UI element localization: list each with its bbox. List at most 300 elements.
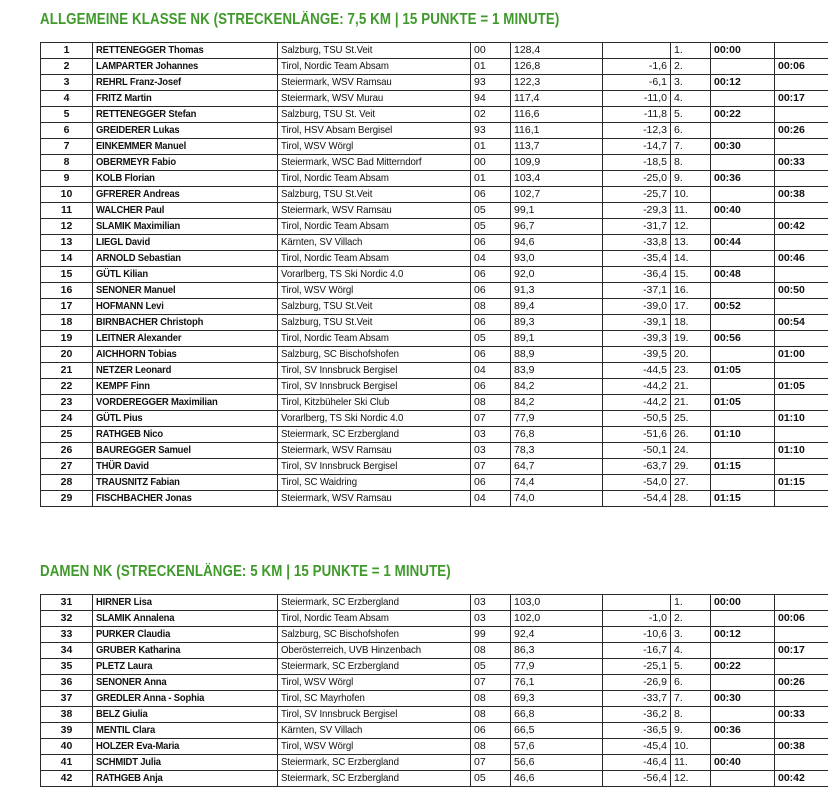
ranking-position: 6. [671, 123, 711, 139]
athlete-name [93, 203, 278, 219]
athlete-name [93, 723, 278, 739]
start-time-even: 00:33 [775, 707, 828, 723]
athlete-name [93, 739, 278, 755]
start-time-odd [711, 315, 775, 331]
rank-cell: 2 [41, 59, 93, 75]
club-name-text: Tirol, Nordic Team Absam [281, 220, 389, 232]
rank-cell: 26 [41, 443, 93, 459]
section-title-women: DAMEN NK (STRECKENLÄNGE: 5 KM | 15 PUNKTE = 1 MINUTE) [40, 563, 451, 580]
club-name [278, 707, 471, 723]
start-time-odd [711, 347, 775, 363]
athlete-name [93, 771, 278, 787]
athlete-name-text: RATHGEB Anja [96, 772, 163, 784]
ranking-position: 9. [671, 723, 711, 739]
athlete-name-text: BELZ Giulia [96, 708, 148, 720]
birth-year: 04 [471, 363, 511, 379]
points-diff: -25,7 [603, 187, 671, 203]
club-name-text: Salzburg, TSU St.Veit [281, 300, 373, 312]
points-diff: -36,4 [603, 267, 671, 283]
rank-cell: 17 [41, 299, 93, 315]
table-row [41, 491, 828, 507]
ranking-position: 3. [671, 75, 711, 91]
athlete-name-text: MENTIL Clara [96, 724, 156, 736]
rank-cell: 11 [41, 203, 93, 219]
club-name-text: Tirol, Nordic Team Absam [281, 172, 389, 184]
points-diff: -51,6 [603, 427, 671, 443]
club-name-text: Tirol, SC Waidring [281, 476, 358, 488]
club-name-text: Tirol, SV Innsbruck Bergisel [281, 708, 398, 720]
points-diff: -39,5 [603, 347, 671, 363]
start-time-even: 00:06 [775, 611, 828, 627]
table-row [41, 771, 828, 787]
start-time-odd: 00:12 [711, 75, 775, 91]
start-time-odd: 00:36 [711, 723, 775, 739]
athlete-name [93, 91, 278, 107]
start-time-even [775, 395, 828, 411]
table-row [41, 235, 828, 251]
ranking-position: 7. [671, 139, 711, 155]
points-diff: -44,2 [603, 379, 671, 395]
athlete-name-text: EINKEMMER Manuel [96, 140, 187, 152]
results-body [41, 595, 828, 787]
points-value: 77,9 [511, 659, 603, 675]
points-value: 78,3 [511, 443, 603, 459]
athlete-name-text: RETTENEGGER Stefan [96, 108, 197, 120]
athlete-name-text: HOFMANN Levi [96, 300, 164, 312]
club-name-text: Steiermark, WSV Ramsau [281, 444, 392, 456]
start-time-even [775, 491, 828, 507]
athlete-name-text: REHRL Franz-Josef [96, 76, 181, 88]
birth-year: 01 [471, 59, 511, 75]
start-time-odd [711, 155, 775, 171]
birth-year: 00 [471, 43, 511, 59]
club-name-text: Salzburg, SC Bischofshofen [281, 348, 399, 360]
athlete-name [93, 363, 278, 379]
start-time-odd: 00:22 [711, 107, 775, 123]
start-time-odd [711, 187, 775, 203]
birth-year: 06 [471, 187, 511, 203]
start-time-even [775, 203, 828, 219]
birth-year: 03 [471, 427, 511, 443]
club-name [278, 347, 471, 363]
club-name-text: Tirol, SV Innsbruck Bergisel [281, 460, 398, 472]
table-row [41, 187, 828, 203]
table-row [41, 739, 828, 755]
birth-year: 06 [471, 235, 511, 251]
table-row [41, 707, 828, 723]
athlete-name-text: WALCHER Paul [96, 204, 165, 216]
ranking-position: 5. [671, 107, 711, 123]
birth-year: 08 [471, 643, 511, 659]
athlete-name [93, 267, 278, 283]
ranking-position: 18. [671, 315, 711, 331]
athlete-name [93, 691, 278, 707]
start-time-odd: 00:00 [711, 595, 775, 611]
athlete-name [93, 187, 278, 203]
table-row [41, 363, 828, 379]
points-diff: -18,5 [603, 155, 671, 171]
start-time-odd [711, 739, 775, 755]
club-name-text: Tirol, WSV Wörgl [281, 740, 354, 752]
ranking-position: 1. [671, 43, 711, 59]
start-time-even: 00:50 [775, 283, 828, 299]
points-diff: -45,4 [603, 739, 671, 755]
ranking-position: 12. [671, 771, 711, 787]
start-time-even: 00:17 [775, 643, 828, 659]
birth-year: 03 [471, 595, 511, 611]
birth-year: 93 [471, 123, 511, 139]
ranking-position: 3. [671, 627, 711, 643]
athlete-name [93, 659, 278, 675]
start-time-even: 00:42 [775, 771, 828, 787]
start-time-even: 00:42 [775, 219, 828, 235]
rank-cell: 12 [41, 219, 93, 235]
ranking-position: 10. [671, 187, 711, 203]
start-time-even [775, 755, 828, 771]
points-diff: -44,5 [603, 363, 671, 379]
start-time-odd: 00:30 [711, 691, 775, 707]
start-time-odd [711, 123, 775, 139]
points-diff: -39,0 [603, 299, 671, 315]
athlete-name-text: LAMPARTER Johannes [96, 60, 199, 72]
start-time-even: 00:38 [775, 187, 828, 203]
points-value: 116,1 [511, 123, 603, 139]
points-diff: -54,4 [603, 491, 671, 507]
table-row [41, 411, 828, 427]
athlete-name-text: FISCHBACHER Jonas [96, 492, 192, 504]
points-value: 113,7 [511, 139, 603, 155]
athlete-name [93, 595, 278, 611]
start-time-even: 01:15 [775, 475, 828, 491]
rank-cell: 33 [41, 627, 93, 643]
points-diff: -39,1 [603, 315, 671, 331]
table-row [41, 139, 828, 155]
rank-cell: 20 [41, 347, 93, 363]
start-time-even: 00:17 [775, 91, 828, 107]
athlete-name [93, 315, 278, 331]
points-diff: -44,2 [603, 395, 671, 411]
points-diff: -1,0 [603, 611, 671, 627]
club-name [278, 203, 471, 219]
start-time-even [775, 459, 828, 475]
points-diff: -50,5 [603, 411, 671, 427]
table-row [41, 331, 828, 347]
athlete-name [93, 219, 278, 235]
rank-cell: 40 [41, 739, 93, 755]
table-row [41, 347, 828, 363]
points-diff: -33,8 [603, 235, 671, 251]
athlete-name-text: SCHMIDT Julia [96, 756, 161, 768]
points-value: 76,1 [511, 675, 603, 691]
points-value: 74,0 [511, 491, 603, 507]
club-name [278, 331, 471, 347]
ranking-position: 27. [671, 475, 711, 491]
start-time-odd: 00:40 [711, 203, 775, 219]
birth-year: 06 [471, 315, 511, 331]
athlete-name [93, 459, 278, 475]
rank-cell: 23 [41, 395, 93, 411]
table-row [41, 611, 828, 627]
club-name-text: Steiermark, WSC Bad Mitterndorf [281, 156, 422, 168]
club-name [278, 459, 471, 475]
athlete-name [93, 235, 278, 251]
table-row [41, 675, 828, 691]
club-name [278, 139, 471, 155]
rank-cell: 31 [41, 595, 93, 611]
birth-year: 99 [471, 627, 511, 643]
points-value: 77,9 [511, 411, 603, 427]
table-row [41, 315, 828, 331]
points-diff: -54,0 [603, 475, 671, 491]
athlete-name [93, 643, 278, 659]
rank-cell: 36 [41, 675, 93, 691]
club-name-text: Salzburg, TSU St.Veit [281, 44, 373, 56]
points-value: 128,4 [511, 43, 603, 59]
rank-cell: 10 [41, 187, 93, 203]
athlete-name [93, 379, 278, 395]
points-diff: -12,3 [603, 123, 671, 139]
table-row [41, 203, 828, 219]
club-name-text: Salzburg, TSU St. Veit [281, 108, 375, 120]
club-name-text: Tirol, WSV Wörgl [281, 284, 354, 296]
points-value: 74,4 [511, 475, 603, 491]
table-row [41, 459, 828, 475]
table-row [41, 723, 828, 739]
ranking-position: 23. [671, 363, 711, 379]
start-time-odd: 01:05 [711, 363, 775, 379]
athlete-name [93, 299, 278, 315]
club-name-text: Vorarlberg, TS Ski Nordic 4.0 [281, 412, 404, 424]
birth-year: 08 [471, 395, 511, 411]
start-time-odd [711, 771, 775, 787]
points-value: 86,3 [511, 643, 603, 659]
points-value: 89,3 [511, 315, 603, 331]
athlete-name [93, 155, 278, 171]
rank-cell: 19 [41, 331, 93, 347]
points-value: 69,3 [511, 691, 603, 707]
athlete-name-text: KEMPF Finn [96, 380, 150, 392]
rank-cell: 13 [41, 235, 93, 251]
club-name [278, 155, 471, 171]
start-time-even: 01:10 [775, 411, 828, 427]
table-row [41, 107, 828, 123]
club-name [278, 595, 471, 611]
points-value: 84,2 [511, 395, 603, 411]
rank-cell: 1 [41, 43, 93, 59]
athlete-name [93, 283, 278, 299]
athlete-name-text: GREIDERER Lukas [96, 124, 180, 136]
athlete-name [93, 675, 278, 691]
start-time-odd: 01:05 [711, 395, 775, 411]
rank-cell: 42 [41, 771, 93, 787]
start-time-even [775, 267, 828, 283]
points-value: 92,0 [511, 267, 603, 283]
ranking-position: 7. [671, 691, 711, 707]
start-time-odd: 00:48 [711, 267, 775, 283]
birth-year: 03 [471, 443, 511, 459]
club-name [278, 187, 471, 203]
club-name [278, 315, 471, 331]
start-time-even: 00:06 [775, 59, 828, 75]
club-name [278, 427, 471, 443]
points-diff: -25,0 [603, 171, 671, 187]
club-name [278, 91, 471, 107]
points-value: 103,4 [511, 171, 603, 187]
points-diff [603, 43, 671, 59]
birth-year: 02 [471, 107, 511, 123]
table-row [41, 43, 828, 59]
rank-cell: 38 [41, 707, 93, 723]
rank-cell: 29 [41, 491, 93, 507]
club-name [278, 755, 471, 771]
start-time-odd [711, 675, 775, 691]
rank-cell: 39 [41, 723, 93, 739]
table-row [41, 219, 828, 235]
athlete-name [93, 627, 278, 643]
club-name [278, 691, 471, 707]
club-name [278, 59, 471, 75]
start-time-even [775, 659, 828, 675]
start-time-even: 00:26 [775, 123, 828, 139]
points-diff: -14,7 [603, 139, 671, 155]
ranking-position: 2. [671, 611, 711, 627]
club-name [278, 299, 471, 315]
results-table-women [40, 594, 828, 787]
athlete-name [93, 475, 278, 491]
club-name-text: Oberösterreich, UVB Hinzenbach [281, 644, 422, 656]
points-diff [603, 595, 671, 611]
start-time-even: 00:38 [775, 739, 828, 755]
athlete-name-text: SLAMIK Maximilian [96, 220, 181, 232]
club-name [278, 659, 471, 675]
ranking-position: 13. [671, 235, 711, 251]
points-value: 103,0 [511, 595, 603, 611]
start-time-odd: 00:40 [711, 755, 775, 771]
ranking-position: 4. [671, 91, 711, 107]
club-name-text: Tirol, Nordic Team Absam [281, 332, 389, 344]
rank-cell: 37 [41, 691, 93, 707]
start-time-odd: 00:22 [711, 659, 775, 675]
start-time-even: 00:33 [775, 155, 828, 171]
rank-cell: 21 [41, 363, 93, 379]
points-diff: -6,1 [603, 75, 671, 91]
points-value: 66,5 [511, 723, 603, 739]
rank-cell: 24 [41, 411, 93, 427]
rank-cell: 41 [41, 755, 93, 771]
athlete-name-text: RETTENEGGER Thomas [96, 44, 204, 56]
athlete-name-text: PURKER Claudia [96, 628, 171, 640]
points-value: 99,1 [511, 203, 603, 219]
ranking-position: 21. [671, 379, 711, 395]
athlete-name-text: GÜTL Kilian [96, 268, 148, 280]
ranking-position: 24. [671, 443, 711, 459]
athlete-name [93, 491, 278, 507]
points-value: 66,8 [511, 707, 603, 723]
points-diff: -36,5 [603, 723, 671, 739]
points-diff: -63,7 [603, 459, 671, 475]
rank-cell: 16 [41, 283, 93, 299]
points-diff: -11,0 [603, 91, 671, 107]
club-name [278, 75, 471, 91]
points-diff: -1,6 [603, 59, 671, 75]
club-name [278, 171, 471, 187]
club-name-text: Salzburg, TSU St.Veit [281, 188, 373, 200]
table-row [41, 75, 828, 91]
points-diff: -39,3 [603, 331, 671, 347]
athlete-name [93, 331, 278, 347]
athlete-name-text: BAUREGGER Samuel [96, 444, 191, 456]
table-row [41, 155, 828, 171]
rank-cell: 22 [41, 379, 93, 395]
club-name [278, 491, 471, 507]
athlete-name-text: GFRERER Andreas [96, 188, 180, 200]
table-row [41, 283, 828, 299]
ranking-position: 26. [671, 427, 711, 443]
birth-year: 08 [471, 299, 511, 315]
start-time-odd [711, 379, 775, 395]
rank-cell: 34 [41, 643, 93, 659]
rank-cell: 32 [41, 611, 93, 627]
points-diff: -35,4 [603, 251, 671, 267]
start-time-odd: 00:44 [711, 235, 775, 251]
start-time-even [775, 171, 828, 187]
birth-year: 06 [471, 267, 511, 283]
start-time-odd [711, 251, 775, 267]
ranking-position: 9. [671, 171, 711, 187]
club-name-text: Tirol, HSV Absam Bergisel [281, 124, 393, 136]
club-name-text: Steiermark, SC Erzbergland [281, 596, 399, 608]
birth-year: 94 [471, 91, 511, 107]
club-name-text: Salzburg, TSU St.Veit [281, 316, 373, 328]
points-diff: -31,7 [603, 219, 671, 235]
table-row [41, 427, 828, 443]
start-time-odd [711, 611, 775, 627]
table-row [41, 659, 828, 675]
club-name-text: Kärnten, SV Villach [281, 236, 363, 248]
start-time-odd: 00:12 [711, 627, 775, 643]
table-row [41, 475, 828, 491]
start-time-even: 01:00 [775, 347, 828, 363]
club-name [278, 411, 471, 427]
ranking-position: 2. [671, 59, 711, 75]
club-name-text: Steiermark, SC Erzbergland [281, 756, 399, 768]
table-row [41, 643, 828, 659]
table-row [41, 123, 828, 139]
athlete-name-text: BIRNBACHER Christoph [96, 316, 204, 328]
club-name [278, 283, 471, 299]
table-row [41, 755, 828, 771]
points-value: 64,7 [511, 459, 603, 475]
birth-year: 06 [471, 723, 511, 739]
athlete-name [93, 611, 278, 627]
ranking-position: 6. [671, 675, 711, 691]
athlete-name-text: PLETZ Laura [96, 660, 153, 672]
points-diff: -11,8 [603, 107, 671, 123]
athlete-name-text: HOLZER Eva-Maria [96, 740, 180, 752]
club-name [278, 627, 471, 643]
athlete-name [93, 755, 278, 771]
athlete-name-text: SLAMIK Annalena [96, 612, 175, 624]
start-time-odd: 00:52 [711, 299, 775, 315]
start-time-even [775, 595, 828, 611]
birth-year: 04 [471, 491, 511, 507]
birth-year: 04 [471, 251, 511, 267]
birth-year: 06 [471, 475, 511, 491]
points-value: 89,1 [511, 331, 603, 347]
birth-year: 07 [471, 755, 511, 771]
table-row [41, 691, 828, 707]
start-time-odd [711, 411, 775, 427]
